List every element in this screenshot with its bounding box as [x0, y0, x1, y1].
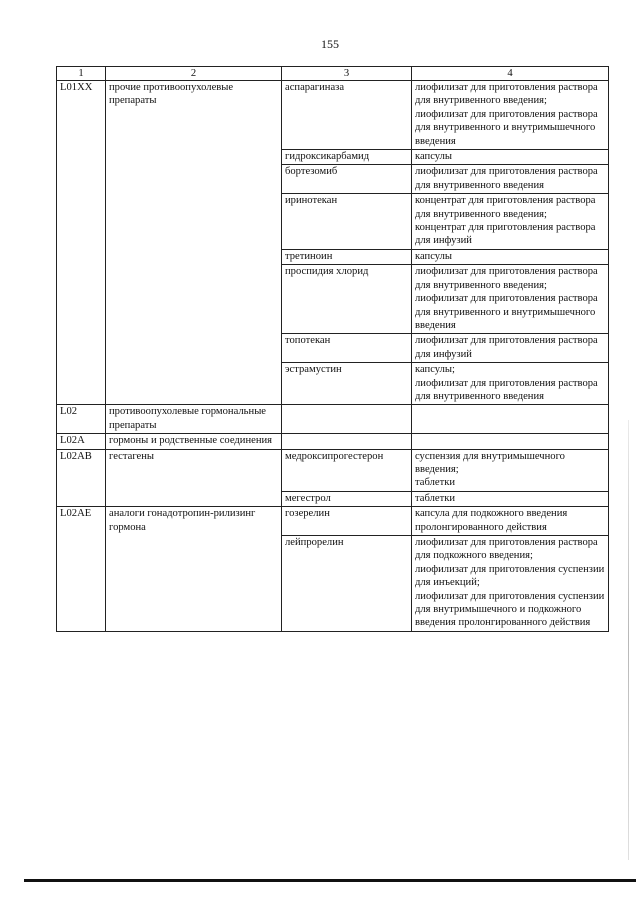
dosage-form-cell: лиофилизат для приготовления раствора для внутривенного введения	[412, 165, 609, 194]
table-row	[57, 405, 609, 434]
anatomical-group-cell: аналоги гонадотропин-рилизинг гормона	[106, 507, 282, 632]
drug-name-cell	[282, 434, 412, 449]
drug-name-cell: лейпрорелин	[282, 536, 412, 632]
atc-code-cell: L02AE	[57, 507, 106, 632]
drug-name-cell: мегестрол	[282, 491, 412, 506]
atc-code-cell: L02A	[57, 434, 106, 449]
anatomical-group-cell: гормоны и родственные соединения	[106, 434, 282, 449]
dosage-form-cell: лиофилизат для приготовления раствора для подкожного введения; лиофилизат для приготовления суспензии для инъекций; лиофилизат для приготовления суспензии для внутримышечного и подкожного введения пролонгированного действия	[412, 536, 609, 632]
page-number: 155	[321, 37, 339, 51]
drug-name-cell: аспарагиназа	[282, 81, 412, 150]
dosage-form-cell: капсула для подкожного введения пролонгированного действия	[412, 507, 609, 536]
drug-name-cell: иринотекан	[282, 194, 412, 250]
anatomical-group-cell: противоопухолевые гормональные препараты	[106, 405, 282, 434]
anatomical-group-cell: прочие противоопухолевые препараты	[106, 81, 282, 405]
table-row	[57, 449, 609, 491]
dosage-form-cell: концентрат для приготовления раствора для внутривенного введения; концентрат для приготовления раствора для инфузий	[412, 194, 609, 250]
drug-name-cell: третиноин	[282, 249, 412, 264]
dosage-form-cell: капсулы	[412, 249, 609, 264]
dosage-form-cell: суспензия для внутримышечного введения; таблетки	[412, 449, 609, 491]
drug-name-cell: бортезомиб	[282, 165, 412, 194]
table-row	[57, 81, 609, 150]
drug-name-cell: гозерелин	[282, 507, 412, 536]
table-row	[57, 507, 609, 536]
drug-name-cell: проспидия хлорид	[282, 265, 412, 334]
scan-bottom-line	[24, 879, 636, 882]
dosage-form-cell: капсулы	[412, 150, 609, 165]
table-header-row	[57, 67, 609, 81]
column-header: 1	[57, 67, 106, 81]
dosage-form-cell	[412, 434, 609, 449]
drug-name-cell	[282, 405, 412, 434]
atc-code-cell: L02AB	[57, 449, 106, 507]
drug-name-cell: медроксипрогестерон	[282, 449, 412, 491]
table-body	[57, 81, 609, 632]
dosage-form-cell: лиофилизат для приготовления раствора для инфузий	[412, 334, 609, 363]
column-header: 4	[412, 67, 609, 81]
drug-table	[56, 66, 609, 632]
anatomical-group-cell: гестагены	[106, 449, 282, 507]
drug-name-cell: топотекан	[282, 334, 412, 363]
drug-name-cell: эстрамустин	[282, 363, 412, 405]
dosage-form-cell: капсулы; лиофилизат для приготовления раствора для внутривенного введения	[412, 363, 609, 405]
dosage-form-cell	[412, 405, 609, 434]
column-header: 2	[106, 67, 282, 81]
table-row	[57, 434, 609, 449]
dosage-form-cell: таблетки	[412, 491, 609, 506]
scan-edge-artifact	[628, 420, 629, 860]
atc-code-cell: L01XX	[57, 81, 106, 405]
drug-name-cell: гидроксикарбамид	[282, 150, 412, 165]
column-header: 3	[282, 67, 412, 81]
dosage-form-cell: лиофилизат для приготовления раствора для внутривенного введения; лиофилизат для приготовления раствора для внутривенного и внутримышечного введения	[412, 81, 609, 150]
dosage-form-cell: лиофилизат для приготовления раствора для внутривенного введения; лиофилизат для приготовления раствора для внутривенного и внутримышечного введения	[412, 265, 609, 334]
atc-code-cell: L02	[57, 405, 106, 434]
